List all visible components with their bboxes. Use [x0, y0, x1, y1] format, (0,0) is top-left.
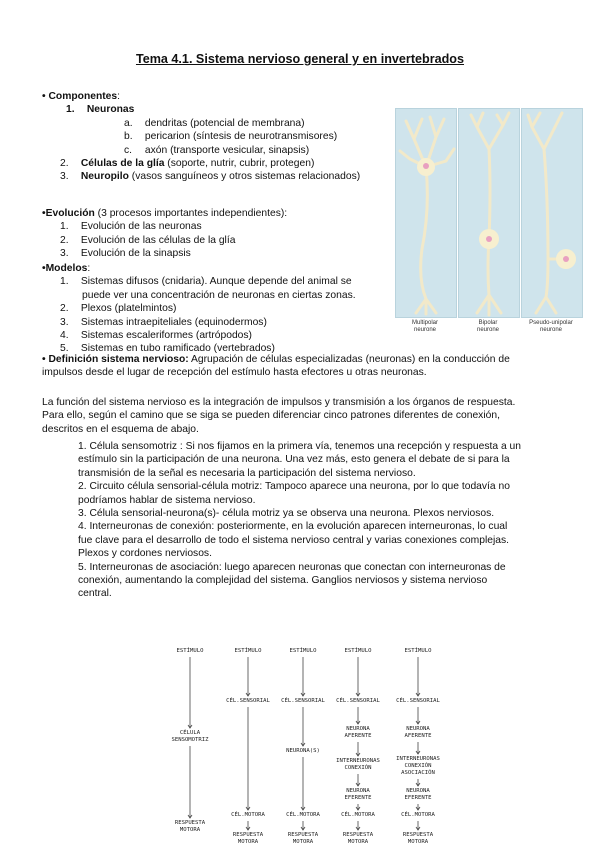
diagram-node: ESTÍMULO	[234, 648, 262, 654]
patron-item: 4. Interneuronas de conexión: posteriormente, en la evolución aparecen interneuronas, lo cual fue clave para el desarrollo de todo el sistema nervioso central y varias conexiones complejas. Plexos y cordones nerviosos.	[78, 521, 509, 560]
diagram-node: NEURONA EFERENTE	[344, 788, 372, 801]
diagram-node: CÉL.MOTORA	[231, 812, 265, 818]
patron-item: 1. Célula sensomotriz : Si nos fijamos en la primera vía, tenemos una recepción y respuesta a un estímulo sin la participación de una neurona. Una vez más, esto genera el debate de si para la transmisión de la señal es necesaria la participación del sistema nervioso.	[78, 441, 521, 479]
componentes-section: • Componentes: 1. Neuronas a. dendritas (potencial de membrana) b. pericarion (síntesis de neurotransmisores) c. axón (transporte vesicular, sinapsis) 2. Células de la glía (soporte, nutrir, cubrir, protegen) 3. Neuropilo (vasos sanguíneos y otros sistemas relacionados)	[42, 90, 392, 184]
diagram-node: CÉL.SENSORIAL	[396, 698, 440, 704]
evolucion-section: •Evolución (3 procesos importantes independientes): 1. Evolución de las neuronas 2. Evolución de las células de la glía 3. Evolución de la sinapsis	[42, 207, 392, 261]
list-item-sub: c. axón (transporte vesicular, sinapsis)	[124, 144, 310, 156]
multipolar-neuron-illustration	[396, 109, 456, 317]
diagram-node: CÉL.MOTORA	[341, 812, 375, 818]
page-title: Tema 4.1. Sistema nervioso general y en invertebrados	[135, 52, 465, 66]
diagram-node: ESTÍMULO	[344, 648, 372, 654]
list-item-sub: b. pericarion (síntesis de neurotransmisores)	[124, 131, 338, 143]
diagram-node: INTERNEURONAS CONEXIÓN ASOCIACIÓN	[396, 756, 440, 776]
diagram-node: ESTÍMULO	[289, 648, 317, 654]
patron-item: 2. Circuito célula sensorial-célula motriz: Tampoco aparece una neurona, por lo que todavía no podríamos hablar de sistema nervioso.	[78, 481, 510, 506]
diagram-node: NEURONA AFERENTE	[404, 726, 432, 739]
diagram-node: RESPUESTA MOTORA	[174, 820, 206, 833]
multipolar-neuron-panel	[395, 108, 457, 318]
diagram-node: CÉL.SENSORIAL	[336, 698, 380, 704]
list-item-sub: a. dendritas (potencial de membrana)	[124, 117, 305, 129]
patron-item: 5. Interneuronas de asociación: luego aparecen neuronas que conectan con interneuronas de conexión, aumentando la complejidad del sistema. Ganglios nerviosos y sistema nervioso central.	[78, 561, 506, 600]
diagram-node: RESPUESTA MOTORA	[342, 832, 374, 845]
diagram-node: CÉLULA SENSOMOTRIZ	[171, 730, 209, 743]
pseudo-unipolar-neuron-panel	[521, 108, 583, 318]
list-item: 3. Sistemas intraepiteliales (equinodermos)	[60, 316, 267, 328]
diagram-node: RESPUESTA MOTORA	[402, 832, 434, 845]
bullet: •	[42, 91, 46, 102]
list-item: 2. Plexos (platelmintos)	[60, 303, 177, 315]
list-item: 4. Sistemas escaleriformes (artrópodos)	[60, 330, 252, 342]
list-item-neuropilo: 3. Neuropilo (vasos sanguíneos y otros sistemas relacionados)	[60, 171, 361, 183]
funcion-paragraph: La función del sistema nervioso es la integración de impulsos y transmisión a los órganos de respuesta. Para ello, según el camino que se siga se pueden diferenciar cinco patrones diferentes de conexión, descritos en el esquema de abajo.	[42, 397, 516, 435]
diagram-node: CÉL.SENSORIAL	[281, 698, 325, 704]
diagram-node: NEURONA AFERENTE	[344, 726, 372, 739]
diagram-node: NEURONA EFERENTE	[404, 788, 432, 801]
bipolar-neuron-panel	[458, 108, 520, 318]
neuron-types-figure	[395, 108, 582, 346]
diagram-node: ESTÍMULO	[176, 648, 204, 654]
list-item-neuronas: 1. Neuronas	[66, 104, 135, 116]
connection-patterns-diagram	[160, 640, 460, 848]
definicion-paragraph: • Definición sistema nervioso: Agrupación de células especializadas (neuronas) en la conducción de impulsos desde el lugar de recepción del estímulo hasta efectores u otras neuronas.	[42, 354, 510, 379]
list-item: 2. Evolución de las células de la glía	[60, 234, 236, 246]
patron-item: 3. Célula sensorial-neurona(s)- célula motriz ya se observa una neurona. Plexos nerviosos.	[78, 508, 495, 520]
diagram-node: ESTÍMULO	[404, 648, 432, 654]
componentes-heading: Componentes	[48, 91, 118, 102]
patrones-list	[78, 440, 562, 601]
figure-caption: Multipolar neurone	[411, 320, 438, 333]
pseudo-unipolar-neuron-illustration	[522, 109, 582, 317]
definicion-label: Definición sistema nervioso:	[48, 354, 189, 365]
bipolar-neuron-illustration	[459, 109, 519, 317]
figure-caption: Pseudo-unipolar neurone	[529, 320, 573, 333]
modelos-heading: Modelos	[45, 263, 88, 274]
list-item: 3. Evolución de la sinapsis	[60, 248, 191, 260]
diagram-node: RESPUESTA MOTORA	[232, 832, 264, 845]
diagram-node: CÉL.MOTORA	[286, 812, 320, 818]
list-item: 1. Sistemas difusos (cnidaria). Aunque depende del animal se	[60, 276, 352, 288]
evolucion-heading: Evolución	[45, 208, 95, 219]
figure-caption: Bipolar neurone	[476, 320, 500, 333]
diagram-node: CÉL.SENSORIAL	[226, 698, 270, 704]
diagram-node: INTERNEURONAS CONEXIÓN	[336, 758, 380, 771]
list-item-continuation: puede ver una concentración de neuronas en ciertas zonas.	[82, 289, 356, 301]
list-item-glia: 2. Células de la glía (soporte, nutrir, cubrir, protegen)	[60, 158, 315, 170]
diagram-node: RESPUESTA MOTORA	[287, 832, 319, 845]
list-item: 5. Sistemas en tubo ramificado (vertebrados)	[60, 343, 275, 355]
list-item: 1. Evolución de las neuronas	[60, 221, 202, 233]
diagram-node: CÉL.MOTORA	[401, 812, 435, 818]
diagram-node: NEURONA(S)	[286, 748, 320, 754]
modelos-section: •Modelos: 1. Sistemas difusos (cnidaria). Aunque depende del animal se puede ver una concentración de neuronas en ciertas zonas. 2. Plexos (platelmintos) 3. Sistemas intraepiteliales (equinodermos) 4. Sistemas escaleriformes (artrópodos) 5. Sistemas en tubo ramificado (vertebrados)	[42, 262, 392, 356]
